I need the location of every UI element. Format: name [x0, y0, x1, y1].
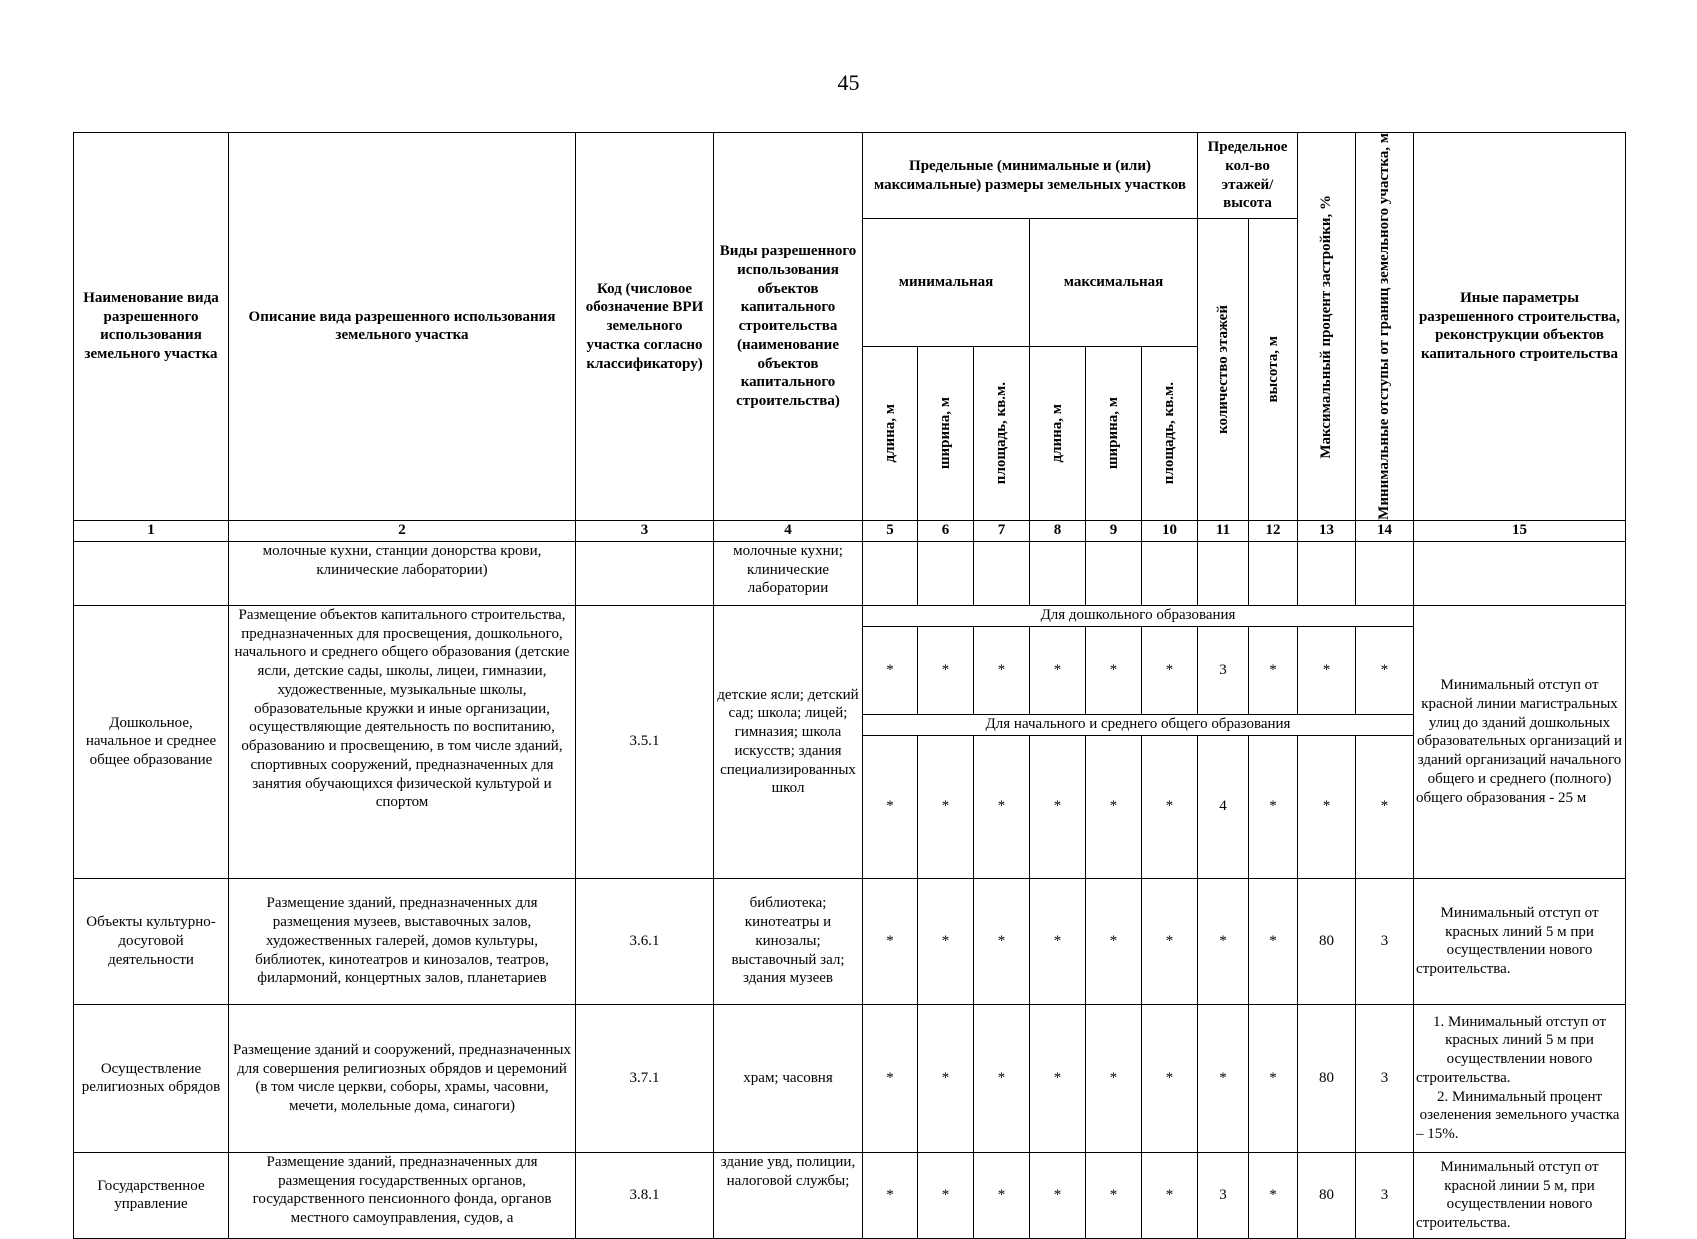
cell-vri-code: 3.7.1 — [576, 1004, 714, 1152]
cell-value: * — [974, 878, 1030, 1004]
cell-value: * — [918, 1004, 974, 1152]
cell-vri-name — [74, 541, 229, 605]
cell-value: * — [1356, 735, 1414, 878]
cell-value: * — [863, 878, 918, 1004]
cell-value — [1030, 541, 1086, 605]
cell-value: 80 — [1298, 1152, 1356, 1238]
cell-value: * — [918, 626, 974, 714]
cell-value: * — [1198, 878, 1249, 1004]
cell-value: * — [1086, 626, 1142, 714]
cell-vri-description: Размещение зданий, предназначенных для размещения государственных органов, государственного пенсионного фонда, органов местного самоуправления, судов, а — [229, 1152, 576, 1238]
subheader-preschool: Для дошкольного образования — [863, 605, 1414, 626]
cell-value: 4 — [1198, 735, 1249, 878]
cell-oks-types: детские ясли; детский сад; школа; лицей; гимназия; школа искусств; здания специализированных школ — [714, 605, 863, 878]
cell-value: * — [1249, 735, 1298, 878]
cell-value: * — [1086, 878, 1142, 1004]
column-number: 13 — [1298, 520, 1356, 541]
header-max: максимальная — [1030, 219, 1198, 347]
cell-value: * — [1030, 626, 1086, 714]
cell-value: * — [1298, 735, 1356, 878]
header-vri-name: Наименование вида разрешенного использования земельного участка — [74, 133, 229, 521]
cell-value: * — [1142, 878, 1198, 1004]
cell-vri-name: Дошкольное, начальное и среднее общее образование — [74, 605, 229, 878]
column-number: 15 — [1414, 520, 1626, 541]
header-coverage: Максимальный процент застройки, % — [1298, 133, 1356, 521]
cell-value: * — [1086, 1004, 1142, 1152]
table-row — [74, 878, 1626, 1004]
cell-value: * — [1298, 626, 1356, 714]
cell-value — [1356, 541, 1414, 605]
cell-vri-description: Размещение зданий, предназначенных для размещения музеев, выставочных залов, художественных галерей, домов культуры, библиотек, кинотеатров и кинозалов, театров, филармоний, концертных залов, планетариев — [229, 878, 576, 1004]
column-number: 2 — [229, 520, 576, 541]
cell-value: * — [1030, 1004, 1086, 1152]
header-max-area: площадь, кв.м. — [1142, 346, 1198, 520]
cell-other-params: Минимальный отступ от красных линий 5 м при осуществлении нового строительства. — [1414, 878, 1626, 1004]
cell-value: * — [1356, 626, 1414, 714]
cell-value — [918, 541, 974, 605]
cell-value: 3 — [1198, 1152, 1249, 1238]
cell-vri-code: 3.6.1 — [576, 878, 714, 1004]
header-max-length: длина, м — [1030, 346, 1086, 520]
header-oks-types: Виды разрешенного использования объектов капитального строительства (наименование объектов капитального строительства) — [714, 133, 863, 521]
cell-value: * — [974, 735, 1030, 878]
header-min-area: площадь, кв.м. — [974, 346, 1030, 520]
header-height: высота, м — [1249, 219, 1298, 521]
column-number: 4 — [714, 520, 863, 541]
cell-value: * — [1142, 626, 1198, 714]
header-floors-group: Предельное кол-во этажей/ высота — [1198, 133, 1298, 219]
column-number: 8 — [1030, 520, 1086, 541]
header-min: минимальная — [863, 219, 1030, 347]
cell-value: 80 — [1298, 878, 1356, 1004]
cell-value — [974, 541, 1030, 605]
cell-value: * — [1086, 735, 1142, 878]
cell-value: * — [863, 1152, 918, 1238]
cell-vri-description: Размещение объектов капитального строительства, предназначенных для просвещения, дошкольного, начального и среднего общего образования (детские ясли, детские сады, школы, лицеи, гимназии, художественные, музыкальные школы, образовательные кружки и иные организации, осуществляющие деятельность по воспитанию, образованию и просвещению, в том числе зданий, спортивных сооружений, предназначенных для занятия обучающихся физической культурой и спортом — [229, 605, 576, 878]
cell-other-params — [1414, 541, 1626, 605]
header-setback: Минимальные отступы от границ земельного участка, м — [1356, 133, 1414, 521]
cell-vri-code — [576, 541, 714, 605]
cell-value: 80 — [1298, 1004, 1356, 1152]
cell-value: * — [1142, 1004, 1198, 1152]
cell-value: * — [863, 735, 918, 878]
cell-value: * — [1030, 1152, 1086, 1238]
cell-value: * — [918, 878, 974, 1004]
header-min-length: длина, м — [863, 346, 918, 520]
cell-oks-types: здание увд, полиции, налоговой службы; — [714, 1152, 863, 1238]
header-min-width: ширина, м — [918, 346, 974, 520]
header-floors: количество этажей — [1198, 219, 1249, 521]
cell-vri-name: Объекты культурно-досуговой деятельности — [74, 878, 229, 1004]
cell-other-params: 1. Минимальный отступ от красных линий 5 м при осуществлении нового строительства. 2. Минимальный процент озеленения земельного участка – 15%. — [1414, 1004, 1626, 1152]
cell-value: * — [974, 1152, 1030, 1238]
cell-value: * — [1249, 878, 1298, 1004]
cell-value: * — [1142, 735, 1198, 878]
header-other-params: Иные параметры разрешенного строительства, реконструкции объектов капитального строительства — [1414, 133, 1626, 521]
cell-value: * — [1142, 1152, 1198, 1238]
cell-value: 3 — [1198, 626, 1249, 714]
cell-value: * — [1249, 1004, 1298, 1152]
header-max-width: ширина, м — [1086, 346, 1142, 520]
header-vri-description: Описание вида разрешенного использования земельного участка — [229, 133, 576, 521]
table-row — [74, 1152, 1626, 1238]
page-number: 45 — [837, 70, 860, 95]
column-number: 1 — [74, 520, 229, 541]
column-number: 5 — [863, 520, 918, 541]
cell-oks-types: молочные кухни; клинические лаборатории — [714, 541, 863, 605]
column-number: 11 — [1198, 520, 1249, 541]
column-number: 9 — [1086, 520, 1142, 541]
column-number: 6 — [918, 520, 974, 541]
cell-vri-code: 3.8.1 — [576, 1152, 714, 1238]
cell-oks-types: библиотека; кинотеатры и кинозалы; выставочный зал; здания музеев — [714, 878, 863, 1004]
cell-value: * — [1198, 1004, 1249, 1152]
cell-value — [1086, 541, 1142, 605]
cell-value: 3 — [1356, 1152, 1414, 1238]
cell-value — [1249, 541, 1298, 605]
cell-vri-name: Государственное управление — [74, 1152, 229, 1238]
cell-value: 3 — [1356, 1004, 1414, 1152]
cell-value: * — [1086, 1152, 1142, 1238]
cell-value — [863, 541, 918, 605]
cell-value: * — [974, 626, 1030, 714]
cell-vri-name: Осуществление религиозных обрядов — [74, 1004, 229, 1152]
cell-oks-types: храм; часовня — [714, 1004, 863, 1152]
cell-value: * — [863, 1004, 918, 1152]
cell-value: * — [1249, 626, 1298, 714]
cell-value: * — [918, 735, 974, 878]
column-number: 12 — [1249, 520, 1298, 541]
cell-value — [1298, 541, 1356, 605]
cell-other-params: Минимальный отступ от красной линии магистральных улиц до зданий дошкольных образовательных организаций и зданий организаций начального общего и среднего (полного) общего образования - 25 м — [1414, 605, 1626, 878]
cell-vri-code: 3.5.1 — [576, 605, 714, 878]
zoning-regulations-table — [73, 132, 1626, 1239]
table-row — [74, 1004, 1626, 1152]
cell-value: * — [863, 626, 918, 714]
cell-value — [1142, 541, 1198, 605]
cell-value: * — [1030, 878, 1086, 1004]
cell-value: * — [918, 1152, 974, 1238]
cell-value — [1198, 541, 1249, 605]
cell-value: 3 — [1356, 878, 1414, 1004]
cell-value: * — [974, 1004, 1030, 1152]
cell-value: * — [1249, 1152, 1298, 1238]
header-vri-code: Код (числовое обозначение ВРИ земельного участка согласно классификатору) — [576, 133, 714, 521]
column-number: 3 — [576, 520, 714, 541]
column-number: 7 — [974, 520, 1030, 541]
table-row — [74, 605, 1626, 626]
table-row — [74, 541, 1626, 605]
cell-value: * — [1030, 735, 1086, 878]
subheader-general-education: Для начального и среднего общего образования — [863, 714, 1414, 735]
cell-vri-description: Размещение зданий и сооружений, предназначенных для совершения религиозных обрядов и церемоний (в том числе церкви, соборы, храмы, часовни, мечети, молельные дома, синагоги) — [229, 1004, 576, 1152]
cell-other-params: Минимальный отступ от красной линии 5 м, при осуществлении нового строительства. — [1414, 1152, 1626, 1238]
cell-vri-description: молочные кухни, станции донорства крови, клинические лаборатории) — [229, 541, 576, 605]
column-number: 14 — [1356, 520, 1414, 541]
column-number: 10 — [1142, 520, 1198, 541]
header-plot-sizes: Предельные (минимальные и (или) максимальные) размеры земельных участков — [863, 133, 1198, 219]
